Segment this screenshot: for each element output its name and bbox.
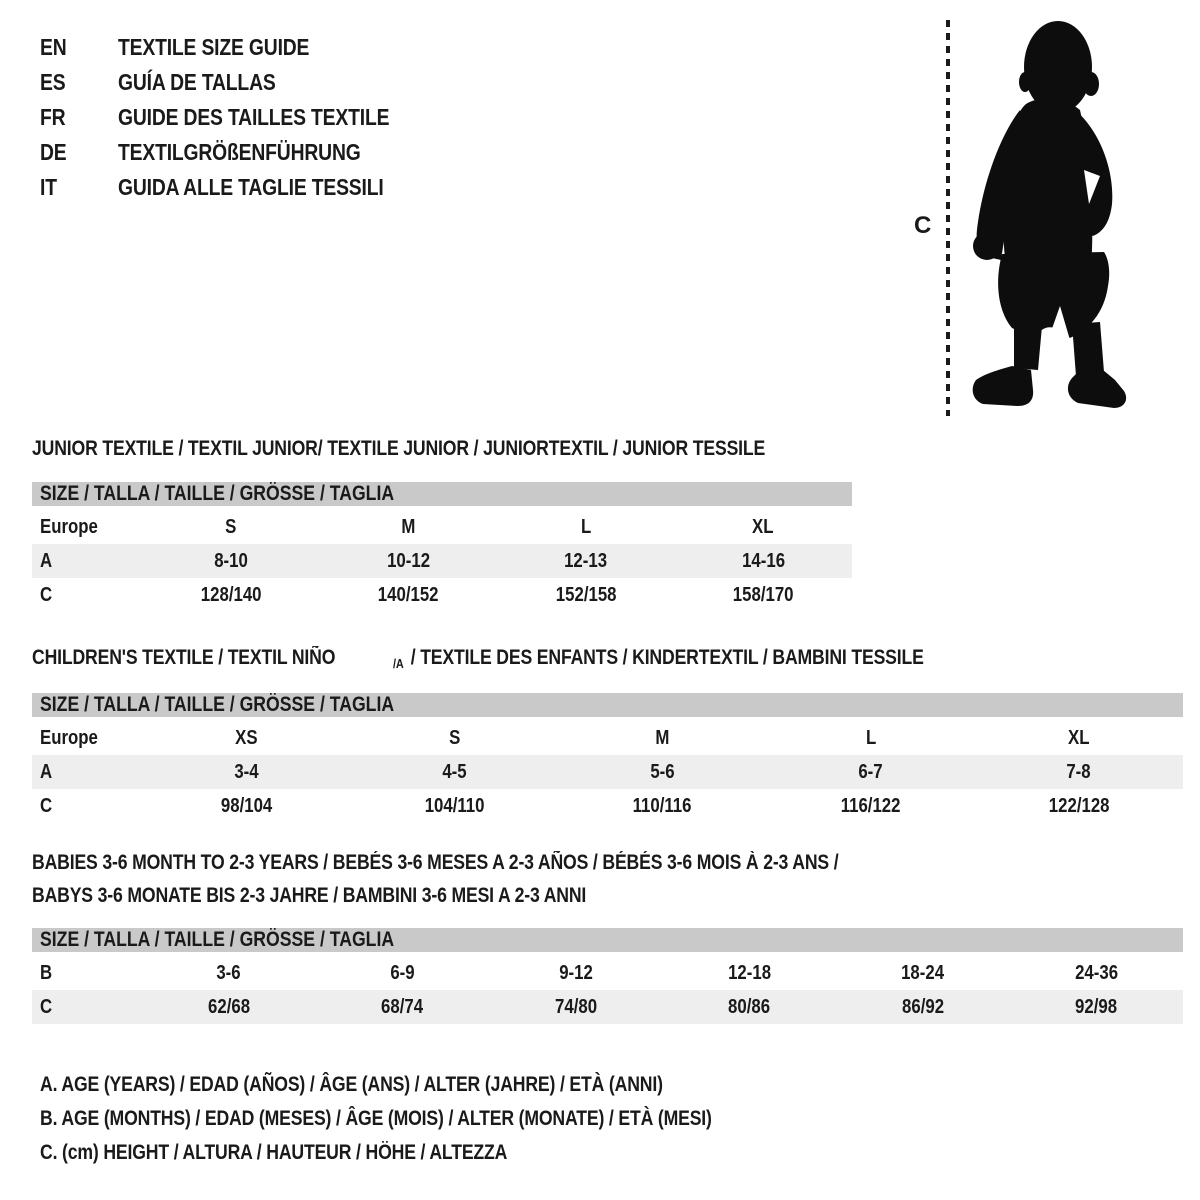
value-cell (320, 510, 498, 544)
value-cell (497, 510, 675, 544)
size-header-row (32, 928, 1183, 956)
cell-value: 7-8 (1066, 760, 1092, 783)
cell-value: 18-24 (901, 961, 945, 984)
value-cell (142, 721, 350, 755)
table-row (32, 956, 1183, 990)
cell-value: 4-5 (442, 760, 467, 783)
legend-text: B. AGE (MONTHS) / EDAD (MESES) / ÂGE (MOIS) / ALTER (MONATE) / ETÀ (MESI) (40, 1107, 712, 1130)
value-cell (558, 789, 766, 823)
value-cell (497, 578, 675, 612)
height-measure-label: C (914, 212, 932, 239)
section-childrens-textile (32, 641, 1183, 823)
table-row (32, 721, 1183, 755)
section-title (32, 846, 1183, 912)
table-row (32, 510, 852, 544)
language-code: EN (40, 34, 67, 60)
value-cell (836, 990, 1010, 1024)
size-header-label: SIZE / TALLA / TAILLE / GRÖSSE / TAGLIA (40, 482, 395, 505)
cell-value: 68/74 (381, 995, 424, 1018)
cell-value: 12-18 (727, 961, 771, 984)
value-cell (142, 789, 350, 823)
row-label-cell (32, 990, 142, 1024)
value-cell (767, 789, 975, 823)
section-title-text: BABYS 3-6 MONATE BIS 2-3 JAHRE / BAMBINI 3-6 MESI A 2-3 ANNI (32, 884, 587, 907)
section-babies-textile (32, 846, 1183, 1024)
cell-value: 86/92 (901, 995, 944, 1018)
row-label: C (40, 583, 53, 606)
value-cell (975, 789, 1183, 823)
cell-value: 98/104 (220, 794, 272, 817)
value-cell (558, 721, 766, 755)
value-cell (836, 956, 1010, 990)
row-label-cell (32, 578, 142, 612)
row-label: A (40, 760, 53, 783)
language-code: FR (40, 104, 66, 130)
cell-value: 140/152 (377, 583, 439, 606)
section-title-text: JUNIOR TEXTILE / TEXTIL JUNIOR/ TEXTILE JUNIOR / JUNIORTEXTIL / JUNIOR TESSILE (32, 437, 766, 460)
language-row (40, 30, 441, 65)
value-cell (489, 956, 663, 990)
language-guide-title: TEXTILE SIZE GUIDE (118, 34, 310, 60)
cell-value: 116/122 (840, 794, 901, 817)
section-title-text: BABIES 3-6 MONTH TO 2-3 YEARS / BEBÉS 3-6 MESES A 2-3 AÑOS / BÉBÉS 3-6 MOIS À 2-3 ANS / (32, 851, 839, 874)
value-cell (316, 990, 490, 1024)
section-title-text: / TEXTILE DES ENFANTS / KINDERTEXTIL / BAMBINI TESSILE (405, 646, 924, 669)
row-label-cell (32, 755, 142, 789)
row-label-cell (32, 789, 142, 823)
cell-value: M (655, 726, 670, 749)
cell-value: L (865, 726, 876, 749)
cell-value: XS (234, 726, 258, 749)
size-table (32, 928, 1183, 1024)
cell-value: 74/80 (554, 995, 597, 1018)
size-header-cell (32, 928, 1183, 956)
cell-value: 6-7 (858, 760, 883, 783)
size-header-label: SIZE / TALLA / TAILLE / GRÖSSE / TAGLIA (40, 693, 395, 716)
size-header-row (32, 482, 852, 510)
value-cell (350, 755, 558, 789)
cell-value: 110/116 (633, 794, 692, 817)
cell-value: 24-36 (1074, 961, 1118, 984)
value-cell (350, 789, 558, 823)
cell-value: 3-6 (216, 961, 241, 984)
cell-value: 14-16 (741, 549, 785, 572)
height-dashed-line (946, 20, 950, 416)
table-row (32, 578, 852, 612)
value-cell (320, 544, 498, 578)
value-cell (663, 990, 837, 1024)
section-junior-textile (32, 432, 852, 612)
cell-value: 5-6 (650, 760, 675, 783)
cell-value: XL (1068, 726, 1090, 749)
section-title (32, 432, 852, 465)
legend-line (40, 1136, 840, 1170)
cell-value: 158/170 (732, 583, 794, 606)
cell-value: M (401, 515, 416, 538)
language-row (40, 100, 441, 135)
language-guide-title: TEXTILGRÖßENFÜHRUNG (118, 139, 361, 165)
row-label: A (40, 549, 53, 572)
value-cell (497, 544, 675, 578)
row-label: C (40, 995, 53, 1018)
language-row (40, 135, 441, 170)
language-title-list (40, 30, 441, 205)
value-cell (1010, 990, 1184, 1024)
section-title (32, 641, 1183, 676)
value-cell (558, 755, 766, 789)
cell-value: S (448, 726, 460, 749)
value-cell (975, 755, 1183, 789)
language-code: ES (40, 69, 66, 95)
toddler-silhouette-icon (968, 18, 1136, 416)
value-cell (675, 578, 853, 612)
cell-value: S (225, 515, 237, 538)
value-cell (350, 721, 558, 755)
size-header-cell (32, 482, 852, 510)
value-cell (675, 544, 853, 578)
section-title-line (32, 432, 852, 465)
row-label: C (40, 794, 53, 817)
size-header-label: SIZE / TALLA / TAILLE / GRÖSSE / TAGLIA (40, 928, 395, 951)
cell-value: 6-9 (390, 961, 415, 984)
value-cell (142, 990, 316, 1024)
cell-value: XL (752, 515, 774, 538)
value-cell (142, 578, 320, 612)
value-cell (142, 510, 320, 544)
cell-value: 62/68 (207, 995, 250, 1018)
cell-value: 122/128 (1048, 794, 1110, 817)
value-cell (142, 755, 350, 789)
value-cell (489, 990, 663, 1024)
cell-value: 80/86 (728, 995, 771, 1018)
language-guide-title: GUÍA DE TALLAS (118, 69, 276, 95)
value-cell (142, 544, 320, 578)
size-table (32, 693, 1183, 823)
value-cell (675, 510, 853, 544)
table-row (32, 789, 1183, 823)
cell-value: 9-12 (558, 961, 593, 984)
legend (40, 1068, 840, 1170)
size-header-row (32, 693, 1183, 721)
row-label: B (40, 961, 53, 984)
cell-value: 92/98 (1075, 995, 1118, 1018)
language-guide-title: GUIDA ALLE TAGLIE TESSILI (118, 174, 384, 200)
value-cell (975, 721, 1183, 755)
section-title-text: CHILDREN'S TEXTILE / TEXTIL NIÑO (32, 646, 336, 669)
cell-value: 8-10 (213, 549, 248, 572)
cell-value: 10-12 (386, 549, 430, 572)
row-label: Europe (40, 726, 98, 749)
value-cell (142, 956, 316, 990)
cell-value: L (580, 515, 591, 538)
size-table (32, 482, 852, 612)
cell-value: 104/110 (424, 794, 485, 817)
cell-value: 152/158 (555, 583, 617, 606)
value-cell (316, 956, 490, 990)
cell-value: 128/140 (200, 583, 262, 606)
row-label: Europe (40, 515, 98, 538)
language-code: IT (40, 174, 57, 200)
language-row (40, 170, 441, 205)
row-label-cell (32, 721, 142, 755)
value-cell (1010, 956, 1184, 990)
language-code: DE (40, 139, 67, 165)
section-title-line (32, 846, 1183, 879)
cell-value: 3-4 (233, 760, 259, 783)
legend-line (40, 1068, 840, 1102)
row-label-cell (32, 956, 142, 990)
legend-text: A. AGE (YEARS) / EDAD (AÑOS) / ÂGE (ANS) / ALTER (JAHRE) / ETÀ (ANNI) (40, 1073, 663, 1096)
language-row (40, 65, 441, 100)
cell-value: 12-13 (564, 549, 608, 572)
legend-line (40, 1102, 840, 1136)
value-cell (767, 755, 975, 789)
section-title-line (32, 879, 1183, 912)
table-row (32, 755, 1183, 789)
row-label-cell (32, 510, 142, 544)
section-title-line (32, 641, 1183, 676)
value-cell (320, 578, 498, 612)
value-cell (663, 956, 837, 990)
section-title-text: /A (393, 656, 404, 671)
language-guide-title: GUIDE DES TAILLES TEXTILE (118, 104, 390, 130)
legend-text: C. (cm) HEIGHT / ALTURA / HAUTEUR / HÖHE / ALTEZZA (40, 1141, 508, 1164)
row-label-cell (32, 544, 142, 578)
table-row (32, 544, 852, 578)
table-row (32, 990, 1183, 1024)
value-cell (767, 721, 975, 755)
size-header-cell (32, 693, 1183, 721)
